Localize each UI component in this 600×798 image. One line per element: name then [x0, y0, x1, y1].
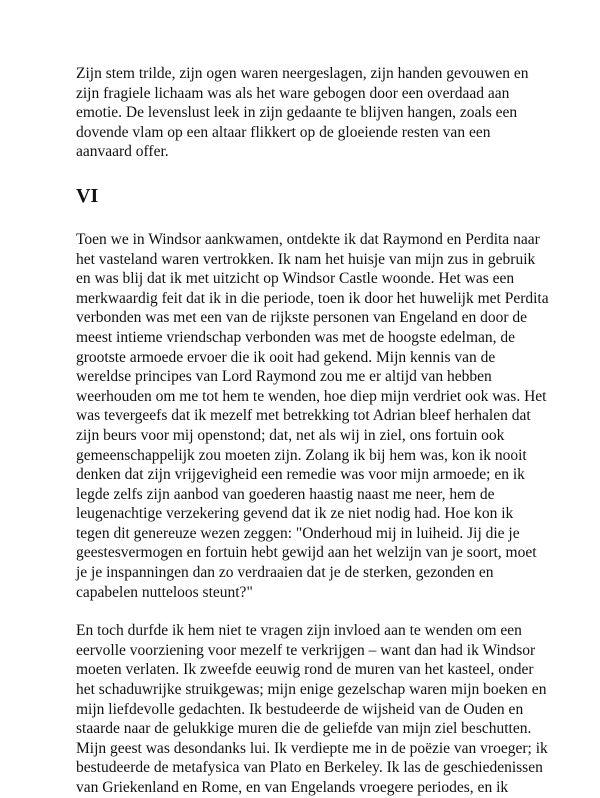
- text-line: bestudeerde de metafysica van Plato en Berkeley. Ik las de geschiedenissen: [76, 759, 543, 777]
- paragraph-gap: [76, 602, 536, 621]
- text-line: gemeenschappelijk zou moeten zijn. Zolang ik bij hem was, kon ik nooit: [76, 446, 527, 464]
- text-line: Mijn geest was desondanks lui. Ik verdiepte me in de poëzie van vroeger; ik: [76, 739, 548, 757]
- text-line: denken dat zijn vrijgevigheid een remedie was voor mijn armoede; en ik: [76, 466, 525, 484]
- chapter-heading: VI: [76, 184, 99, 207]
- section-chapter-vi: [76, 230, 549, 798]
- text-line: eervolle voorziening voor mezelf te verkrijgen – want dan had ik Windsor: [76, 641, 536, 659]
- text-line: Toen we in Windsor aankwamen, ontdekte ik dat Raymond en Perdita naar: [76, 230, 540, 248]
- text-line: wereldse principes van Lord Raymond zou me er altijd van hebben: [76, 368, 492, 386]
- text-line: het vasteland waren vertrokken. Ik nam het huisje van mijn zus in gebruik: [76, 250, 536, 268]
- text-line: weerhouden om me tot hem te wenden, hoe diep mijn verdriet ook was. Het: [76, 387, 547, 405]
- text-line: merkwaardig feit dat ik in die periode, toen ik door het huwelijk met Perdita: [76, 289, 549, 307]
- paragraph: [76, 64, 536, 162]
- text-line: dovende vlam op een altaar flikkert op de gloeiende resten van een: [76, 123, 491, 141]
- text-line: moeten verlaten. Ik zweefde eeuwig rond de muren van het kasteel, onder: [76, 661, 534, 679]
- text-line: verbonden was met een van de rijkste personen van Engeland en door de: [76, 309, 528, 327]
- section-intro: [76, 64, 536, 162]
- text-line: leugenachtige verzekering gevend dat ik ze niet nodig had. Hoe kon ik: [76, 505, 514, 523]
- text-line: was tevergeefs dat ik mezelf met betrekking tot Adrian bleef herhalen dat: [76, 407, 531, 425]
- text-line: zijn beurs voor mij openstond; dat, net als wij in ziel, ons fortuin ook: [76, 426, 505, 444]
- text-line: je je inspanningen dan zo verdraaien dat je de sterken, gezonden en: [76, 564, 494, 582]
- text-line: aanvaard offer.: [76, 143, 169, 161]
- document-page: [76, 64, 549, 798]
- text-line: staarde naar de gelukkige muren die de geliefde van mijn ziel beschutten.: [76, 720, 532, 738]
- text-line: tegen dit genereuze wezen zeggen: "Onderhoud mij in luiheid. Jij die je: [76, 524, 520, 542]
- text-line: het schaduwrijke struikgewas; mijn enige gezelschap waren mijn boeken en: [76, 681, 547, 699]
- text-line: grootste armoede ervoer die ik ooit had gekend. Mijn kennis van de: [76, 348, 496, 366]
- text-line: Zijn stem trilde, zijn ogen waren neergeslagen, zijn handen gevouwen en: [76, 65, 529, 82]
- text-line: capabelen nutteloos steunt?": [76, 583, 253, 601]
- text-line: en was blij dat ik met uitzicht op Windsor Castle woonde. Het was een: [76, 270, 515, 288]
- text-line: van Griekenland en Rome, en van Engelands vroegere periodes, en ik: [76, 779, 509, 796]
- paragraph: [76, 230, 549, 602]
- text-line: emotie. De levenslust leek in zijn gedaante te blijven hangen, zoals een: [76, 104, 518, 122]
- text-line: meest intieme vriendschap verbonden was met de hoogste edelman, de: [76, 328, 516, 346]
- text-line: legde zelfs zijn aanbod van goederen haastig naast me neer, hem de: [76, 485, 495, 503]
- paragraph: [76, 621, 548, 797]
- text-line: zijn fragiele lichaam was als het ware gebogen door een overdaad aan: [76, 84, 510, 102]
- text-line: geestesvermogen en fortuin hebt gewijd aan het welzijn van je soort, moet: [76, 544, 537, 562]
- text-line: mijn liefdevolle gedachten. Ik bestudeerde de wijsheid van de Ouden en: [76, 700, 524, 718]
- text-line: En toch durfde ik hem niet te vragen zijn invloed aan te wenden om een: [76, 622, 522, 640]
